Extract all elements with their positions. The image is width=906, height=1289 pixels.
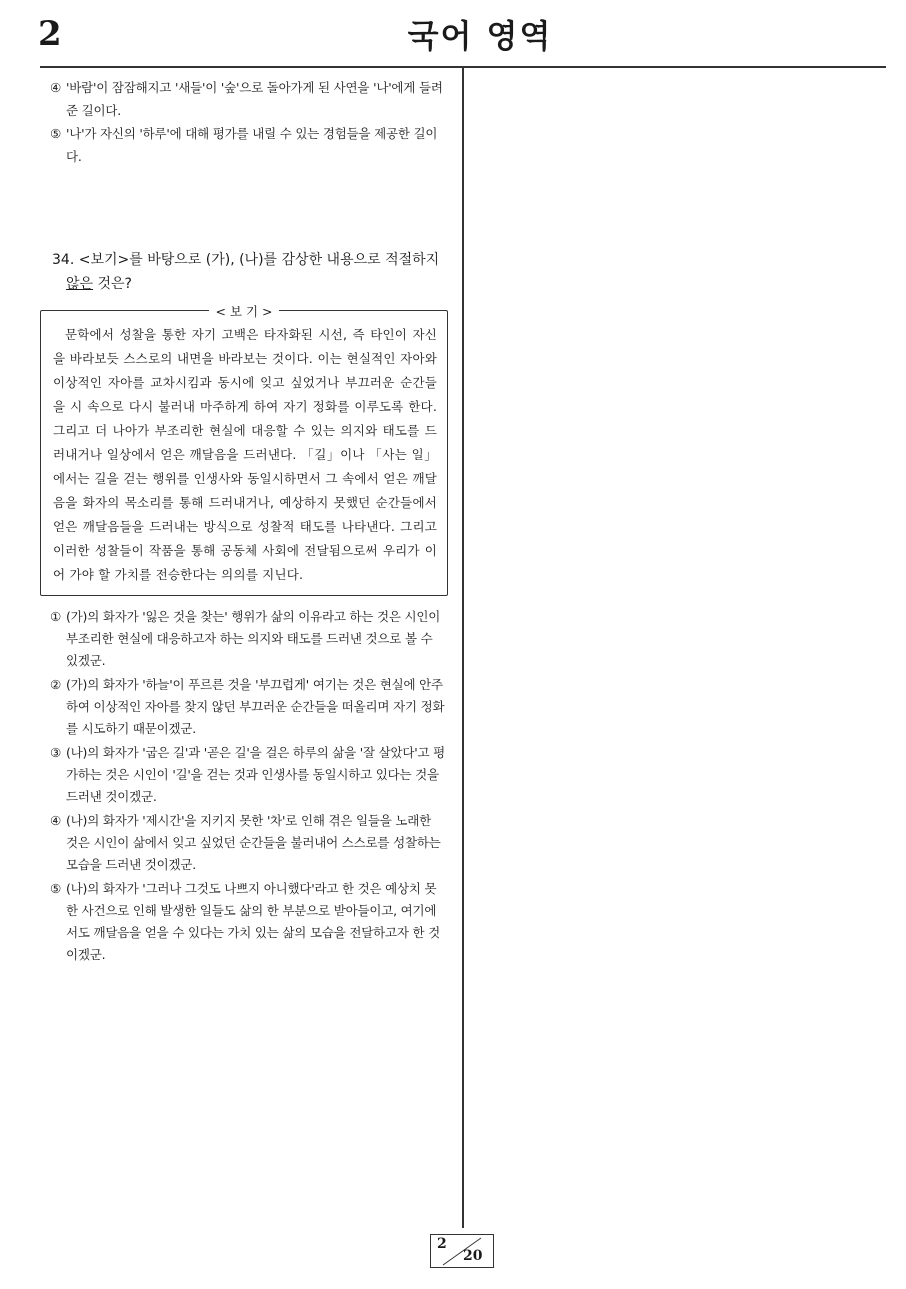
- subject-title: 국어 영역: [407, 17, 553, 55]
- answer-choice-2: ② (가)의 화자가 '하늘'이 푸르른 것을 '부끄럽게' 여기는 것은 현실에 안주하여 이상적인 자아를 찾지 않던 부끄러운 순간들을 떠올리며 자기 정화를 시도하기 때문이겠군.: [50, 677, 445, 736]
- page-counter: [430, 1234, 494, 1268]
- page-number: 2: [38, 14, 62, 54]
- question-stem: <보기>를 바탕으로 (가), (나)를 감상한 내용으로 적절하지: [78, 252, 440, 268]
- question-34: [42, 248, 446, 296]
- question-number: 34.: [52, 252, 75, 268]
- total-pages: 20: [463, 1248, 483, 1264]
- choice-4: ④ '바람'이 잠잠해지고 '새들'이 '숲'으로 돌아가게 된 사연을 '나'에게 들려준 길이다.: [50, 80, 443, 118]
- answer-choice-3: ③ (나)의 화자가 '굽은 길'과 '곧은 길'을 걸은 하루의 삶을 '잘 살았다'고 평가하는 것은 시인이 '길'을 걷는 것과 인생사를 동일시하고 있다는 것을 드러낸 것이겠군.: [50, 745, 446, 804]
- bogi-box: 문학에서 성찰을 통한 자기 고백은 타자화된 시선, 즉 타인이 자신을 바라보듯 스스로의 내면을 바라보는 것이다. 이는 현실적인 자아와 이상적인 자아를 교차시킴과 동시에 잊고 싶었거나 부끄러운 순간들을 시 속으로 다시 불러내 마주하게 하여 자기 정화를 이루도록 한다. 그리고 더 나아가 부조리한 현실에 대응할 수 있는 의지와 태도를 드러내거나 일상에서 얻은 깨달음을 드러낸다. 「길」이나 「사는 일」에서는 길을 걷는 행위를 인생사와 동일시하면서 그 속에서 얻은 깨달음을 화자의 목소리를 통해 드러내거나, 예상하지 못했던 순간들에서 얻은 깨달음들을 드러내는 방식으로 성찰적 태도를 나타낸다. 그리고 이러한 성찰들이 작품을 통해 공동체 사회에 전달됨으로써 우리가 이어 가야 할 가치를 전승한다는 의의를 지닌다.: [40, 310, 448, 596]
- question-stem-end: 것은?: [93, 276, 132, 292]
- answer-choices: [42, 606, 446, 966]
- answer-choice-5: ⑤ (나)의 화자가 '그러나 그것도 나쁘지 아니했다'라고 한 것은 예상치 못한 사건으로 인해 발생한 일들도 삶의 한 부분으로 받아들이고, 여기에서도 깨달음을 얻을 수 있다는 가치 있는 삶의 모습을 전달하고자 한 것이겠군.: [50, 881, 441, 962]
- previous-question-choices: [42, 76, 446, 168]
- answer-choice-1: ① (가)의 화자가 '잃은 것을 찾는' 행위가 삶의 이유라고 하는 것은 시인이 부조리한 현실에 대응하고자 하는 의지와 태도를 드러낸 것으로 볼 수 있겠군.: [50, 609, 441, 668]
- bogi-section: [42, 304, 446, 596]
- question-stem-emphasis: 않은: [66, 276, 94, 292]
- column-divider: [462, 68, 464, 1228]
- choice-5: ⑤ '나'가 자신의 '하루'에 대해 평가를 내릴 수 있는 경험들을 제공한 길이다.: [50, 126, 438, 164]
- left-column: [42, 76, 446, 968]
- bogi-label: < 보 기 >: [209, 304, 278, 319]
- current-page: 2: [437, 1236, 447, 1252]
- answer-choice-4: ④ (나)의 화자가 '제시간'을 지키지 못한 '차'로 인해 겪은 일들을 노래한 것은 시인이 삶에서 잊고 싶었던 순간들을 불러내어 스스로를 성찰하는 모습을 드러낸 것이겠군.: [50, 813, 441, 872]
